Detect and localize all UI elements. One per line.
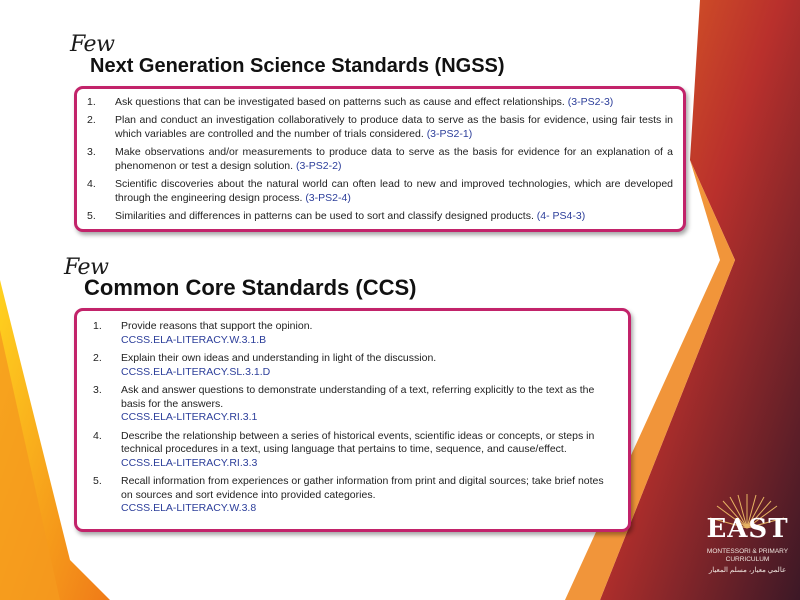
standard-code: (3-PS2-4) bbox=[305, 192, 351, 204]
item-number: 2. bbox=[93, 352, 102, 364]
ngss-standards-panel bbox=[74, 86, 686, 232]
item-number: 3. bbox=[87, 146, 96, 158]
logo-subtitle-2: CURRICULUM bbox=[725, 556, 770, 563]
item-text: Plan and conduct an investigation collaboratively to produce data to serve as the basis for evidence, using fair tests in which variables are controlled and the number of trials considered. bbox=[115, 114, 673, 140]
item-number: 3. bbox=[93, 384, 102, 396]
standard-code: (3-PS2-2) bbox=[295, 160, 342, 172]
ngss-item bbox=[85, 177, 673, 205]
logo-subtitle: MONTESSORI & PRIMARY bbox=[706, 548, 789, 555]
ccs-item bbox=[89, 384, 618, 425]
logo-wordmark: EAST bbox=[706, 514, 789, 544]
standard-code: (3-PS2-3) bbox=[567, 96, 614, 108]
standard-code: (3-PS2-1) bbox=[426, 128, 473, 140]
item-number: 2. bbox=[87, 114, 96, 126]
left-orange-shape-inner bbox=[0, 330, 60, 600]
item-number: 4. bbox=[87, 178, 96, 190]
standard-code: CCSS.ELA-LITERACY.SL.3.1.D bbox=[121, 365, 271, 378]
ccs-standards-panel bbox=[74, 308, 631, 532]
ccs-item bbox=[89, 320, 618, 347]
standard-code: CCSS.ELA-LITERACY.RI.3.1 bbox=[121, 411, 258, 423]
standard-code: CCSS.ELA-LITERACY.W.3.8 bbox=[121, 502, 257, 514]
item-text: Ask questions that can be investigated based on patterns such as cause and effect relationships. bbox=[115, 96, 565, 108]
ccs-item bbox=[89, 430, 618, 471]
item-text: Recall information from experiences or gather information from print and digital sources; take brief notes on sources and sort evidence into provided categories. bbox=[121, 475, 604, 501]
item-number: 4. bbox=[93, 429, 102, 442]
item-text: Similarities and differences in patterns can be used to sort and classify designed products. bbox=[115, 210, 534, 222]
item-number: 5. bbox=[87, 210, 96, 222]
item-text: Make observations and/or measurements to produce data to serve as the basis for evidence for an explanation of a phenomenon or test a design solution. bbox=[115, 146, 673, 172]
item-number: 1. bbox=[87, 96, 96, 108]
ccs-heading: Common Core Standards (CCS) bbox=[84, 275, 417, 300]
item-text: Provide reasons that support the opinion. bbox=[121, 320, 313, 332]
item-text: Describe the relationship between a series of historical events, scientific ideas or concepts, or steps in technical procedures in a text, using language that pertains to time, sequence, and cause/effect. bbox=[121, 429, 595, 455]
ccs-script-word: Few bbox=[64, 255, 109, 280]
ccs-item bbox=[89, 475, 618, 516]
standard-code: (4- PS4-3) bbox=[536, 210, 586, 222]
standard-code: CCSS.ELA-LITERACY.W.3.1.B bbox=[121, 333, 267, 346]
standard-code: CCSS.ELA-LITERACY.RI.3.3 bbox=[121, 456, 258, 469]
ngss-heading: Next Generation Science Standards (NGSS) bbox=[90, 55, 505, 77]
item-text: Scientific discoveries about the natural world can often lead to new and improved technologies, which are developed through the engineering design process. bbox=[115, 178, 673, 204]
ngss-item bbox=[85, 95, 673, 109]
ngss-item bbox=[85, 145, 673, 173]
ngss-item bbox=[85, 209, 673, 223]
item-number: 1. bbox=[93, 320, 102, 332]
logo-arabic-tagline: عالمي معيار، مسلم المعيار bbox=[708, 567, 787, 574]
east-logo bbox=[700, 490, 795, 585]
item-text: Explain their own ideas and understanding in light of the discussion. bbox=[121, 352, 437, 364]
ccs-item bbox=[89, 352, 618, 379]
item-text: Ask and answer questions to demonstrate understanding of a text, referring explicitly to the text as the basis for the answers. bbox=[121, 384, 595, 410]
ngss-item bbox=[85, 113, 673, 141]
item-number: 5. bbox=[93, 475, 102, 487]
ngss-script-word: Few bbox=[70, 32, 115, 57]
